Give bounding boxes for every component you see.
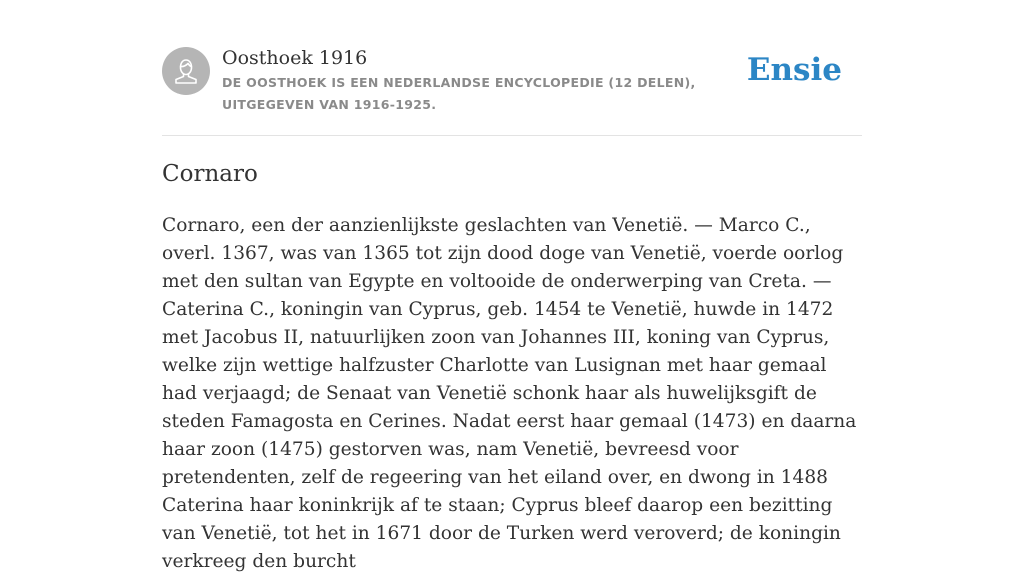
source-title[interactable]: Oosthoek 1916: [222, 47, 368, 69]
user-icon: [162, 47, 210, 95]
ensie-logo[interactable]: Ensie: [746, 52, 842, 88]
article-title: Cornaro: [162, 161, 258, 187]
article-body: Cornaro, een der aanzienlijkste geslachten van Venetië. — Marco C., overl. 1367, was van 1365 tot zijn dood doge van Venetië, voerde oorlog met den sultan van Egypte en voltooide de onderwerping van Creta. — Caterina C., koningin van Cyprus, geb. 1454 te Venetië, huwde in 1472 met Jacobus II, natuurlijken zoon van Johannes III, koning van Cyprus, welke zijn wettige halfzuster Charlotte van Lusignan met haar gemaal had verjaagd; de Senaat van Venetië schonk haar als huwelijksgift de steden Famagosta en Cerines. Nadat eerst haar gemaal (1473) en daarna haar zoon (1475) gestorven was, nam Venetië, bevreesd voor pretendenten, zelf de regeering van het eiland over, en dwong in 1488 Caterina haar koninkrijk af te staan; Cyprus bleef daarop een bezitting van Venetië, tot het in 1671 door de Turken werd veroverd; de koningin verkreeg den burcht: [162, 215, 857, 572]
header-divider: [162, 135, 862, 136]
source-header: [162, 46, 862, 116]
source-avatar[interactable]: [162, 47, 210, 95]
source-description: DE OOSTHOEK IS EEN NEDERLANDSE ENCYCLOPEDIE (12 DELEN), UITGEGEVEN VAN 1916-1925.: [222, 75, 696, 112]
